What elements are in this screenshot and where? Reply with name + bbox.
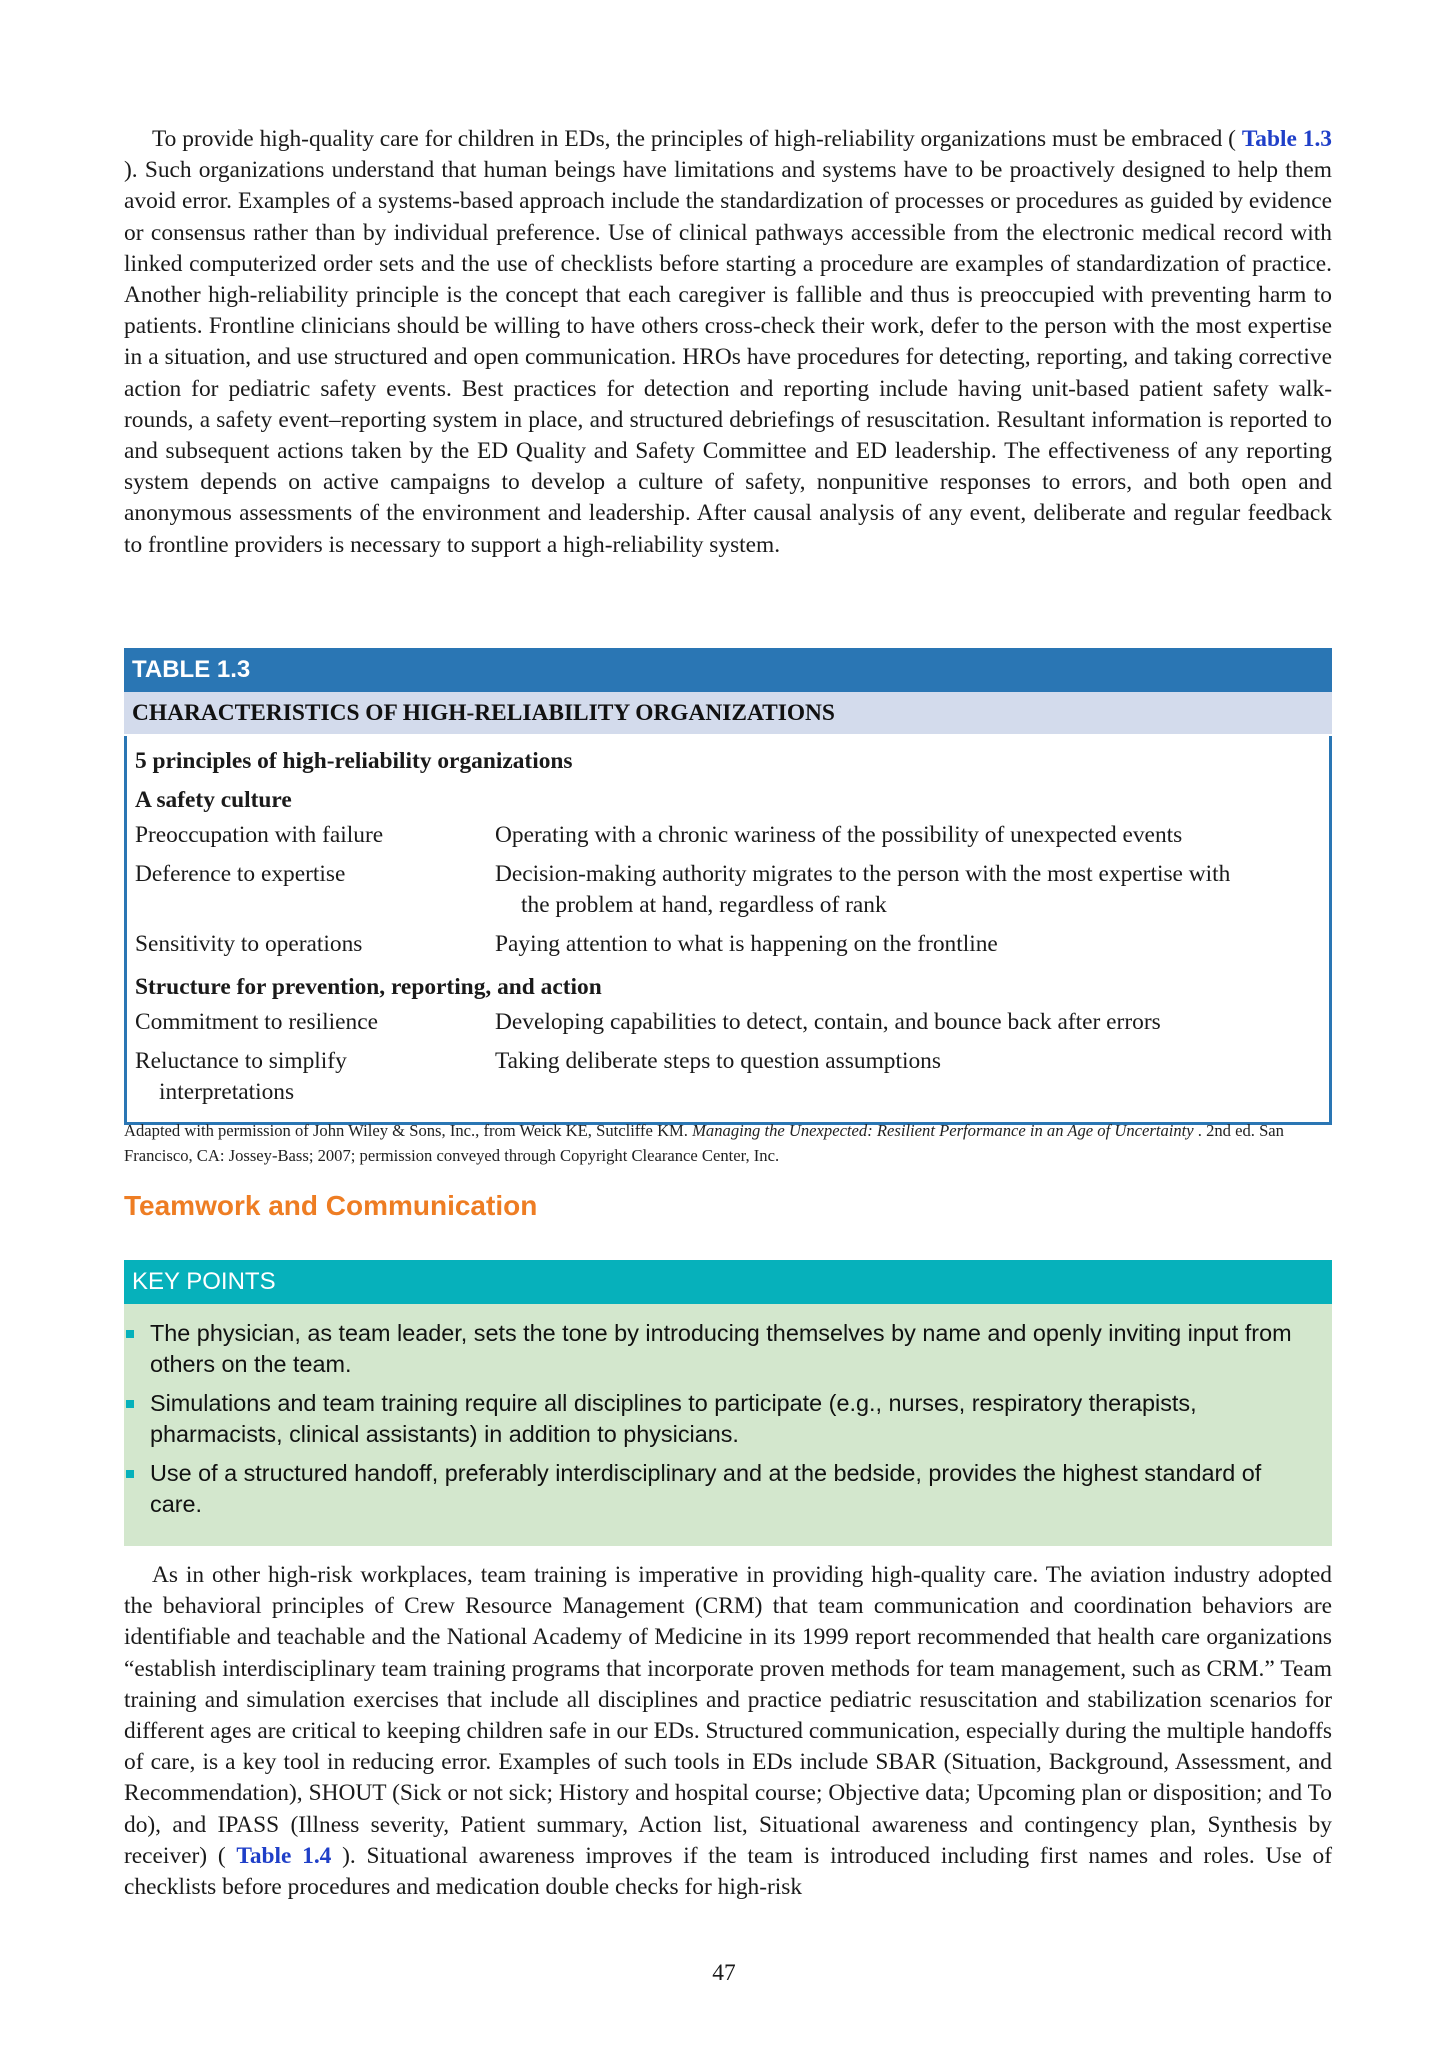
table-label: TABLE 1.3 <box>124 648 1332 692</box>
principle-cell <box>135 1046 495 1108</box>
table-title: CHARACTERISTICS OF HIGH-RELIABILITY ORGANIZATIONS <box>124 692 1332 734</box>
group-heading: Structure for prevention, reporting, and action <box>135 974 602 1000</box>
teamwork-paragraph <box>124 1560 1332 1903</box>
intro-paragraph <box>124 124 1332 561</box>
key-points-body <box>124 1304 1332 1546</box>
key-point-item <box>124 1458 1310 1520</box>
table-1-4-link[interactable]: Table 1.4 <box>236 1842 332 1869</box>
principle-cell: Commitment to resilience <box>135 1009 378 1035</box>
principle-cell: Deference to expertise <box>135 861 346 887</box>
key-points-box <box>124 1260 1332 1546</box>
description-cell: Paying attention to what is happening on the frontline <box>495 931 998 957</box>
description-cell: Developing capabilities to detect, contain, and bounce back after errors <box>495 1009 1161 1035</box>
source-book-title: Managing the Unexpected: Resilient Performance in an Age of Uncertainty <box>692 1121 1194 1140</box>
group-heading: A safety culture <box>135 787 292 813</box>
principle-cell: Sensitivity to operations <box>135 931 363 957</box>
table-body <box>124 736 1332 1125</box>
section-heading: Teamwork and Communication <box>124 1190 538 1221</box>
description-cell: Operating with a chronic wariness of the possibility of unexpected events <box>495 822 1183 848</box>
description-cell: Taking deliberate steps to question assumptions <box>495 1048 941 1074</box>
para2-text-after: ). Situational awareness improves if the team is introduced including first names and roles. Use of checklists before procedures and medication double checks for high-risk <box>124 1842 1332 1901</box>
source-text-after: . 2nd ed. San Francisco, CA: Jossey-Bass; 2007; permission conveyed through Copyright Clearance Center, Inc. <box>124 1121 1284 1165</box>
table-row <box>135 929 1321 960</box>
para2-text-before: As in other high-risk workplaces, team training is imperative in providing high-quality care. The aviation industry adopted the behavioral principles of Crew Resource Management (CRM) that team communication and coordination behaviors are identifiable and teachable and the National Academy of Medicine in its 1999 report recommended that health care organizations “establish interdisciplinary team training programs that incorporate proven methods for team management, such as CRM.” Team training and simulation exercises that include all disciplines and practice pediatric resuscitation and stabilization scenarios for different ages are critical to keeping children safe in our EDs. Structured communication, especially during the multiple handoffs of care, is a key tool in reducing error. Examples of such tools in EDs include SBAR (Situation, Background, Assessment, and Recommendation), SHOUT (Sick or not sick; History and hospital course; Objective data; Upcoming plan or disposition; and To do), and IPASS (Illness severity, Patient summary, Action list, Situational awareness and contingency plan, Synthesis by receiver) ( <box>124 1562 1332 1869</box>
square-bullet-icon <box>126 1330 134 1338</box>
table-source-note <box>124 1118 1332 1168</box>
table-row <box>135 1046 1321 1108</box>
key-point-item <box>124 1388 1310 1450</box>
key-point-item <box>124 1318 1310 1380</box>
source-text-before: Adapted with permission of John Wiley & Sons, Inc., from Weick KE, Sutcliffe KM. <box>124 1121 693 1140</box>
principle-cell: Preoccupation with failure <box>135 822 384 848</box>
para1-text-before: To provide high-quality care for children in EDs, the principles of high-reliability organizations must be embraced ( <box>152 126 1242 152</box>
principle-line: Reluctance to simplify <box>135 1048 347 1074</box>
description-line: Decision-making authority migrates to the person with the most expertise with <box>495 861 1231 887</box>
para1-text-after: ). Such organizations understand that human beings have limitations and systems have to be proactively designed to help them avoid error. Examples of a systems-based approach include the standardization of processes or procedures as guided by evidence or consensus rather than by individual preference. Use of clinical pathways accessible from the electronic medical record with linked computerized order sets and the use of checklists before starting a procedure are examples of standardization of practice. Another high-reliability principle is the concept that each caregiver is fallible and thus is preoccupied with preventing harm to patients. Frontline clinicians should be willing to have others cross-check their work, defer to the person with the most expertise in a situation, and use structured and open communication. HROs have procedures for detecting, reporting, and taking corrective action for pediatric safety events. Best practices for detection and reporting include having unit-based patient safety walk-rounds, a safety event–reporting system in place, and structured debriefings of resuscitation. Resultant information is reported to and subsequent actions taken by the ED Quality and Safety Committee and ED leadership. The effectiveness of any reporting system depends on active campaigns to develop a culture of safety, nonpunitive responses to errors, and both open and anonymous assessments of the environment and leadership. After causal analysis of any event, deliberate and regular feedback to frontline providers is necessary to support a high-reliability system. <box>124 157 1332 558</box>
square-bullet-icon <box>126 1470 134 1478</box>
table-1-3 <box>124 648 1332 1125</box>
key-point-text: Use of a structured handoff, preferably interdisciplinary and at the bedside, provides the highest standard of care. <box>150 1460 1262 1517</box>
key-point-text: Simulations and team training require all disciplines to participate (e.g., nurses, respiratory therapists, pharmacists, clinical assistants) in addition to physicians. <box>150 1390 1197 1447</box>
table-row <box>135 820 1321 851</box>
table-row <box>135 859 1321 921</box>
table-row <box>135 1007 1321 1038</box>
table-heading: 5 principles of high-reliability organizations <box>135 748 573 774</box>
principle-line-continued: interpretations <box>159 1079 295 1105</box>
table-1-3-link[interactable]: Table 1.3 <box>1241 126 1333 152</box>
description-line-continued: the problem at hand, regardless of rank <box>521 892 887 918</box>
key-points-label: KEY POINTS <box>124 1260 1332 1304</box>
square-bullet-icon <box>126 1400 134 1408</box>
page-number: 47 <box>712 1960 736 1986</box>
key-point-text: The physician, as team leader, sets the tone by introducing themselves by name and openly inviting input from others on the team. <box>150 1320 1292 1377</box>
description-cell <box>495 859 1321 921</box>
